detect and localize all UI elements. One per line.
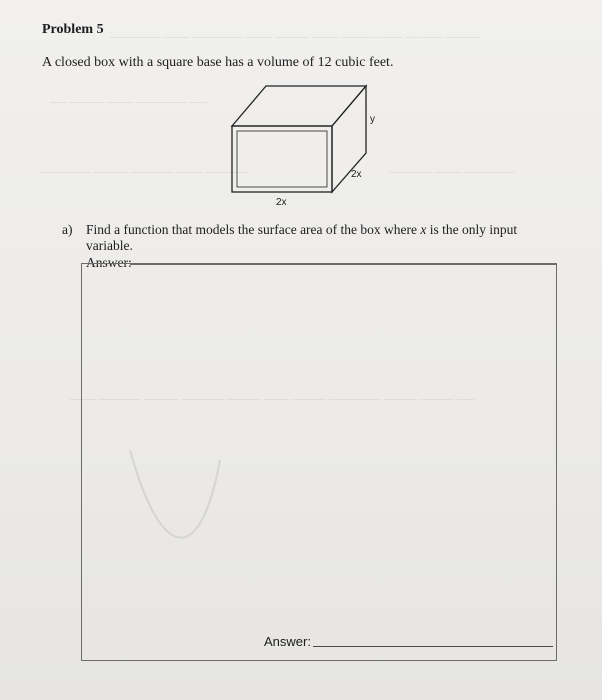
problem-title: Problem 5	[42, 22, 104, 37]
width-label: 2x	[276, 197, 287, 208]
box-diagram	[220, 78, 400, 213]
bleed-through-graph	[120, 440, 280, 580]
box-front-inner	[237, 131, 327, 187]
answer-line-2[interactable]	[313, 646, 553, 647]
box-front-face	[232, 126, 332, 192]
answer-label-2: Answer:	[264, 634, 311, 649]
bleed-through-text: ────── ──── ───── ─── ─────	[40, 165, 248, 179]
box-top-face	[232, 86, 366, 126]
answer-rule	[130, 264, 556, 265]
box-diagram-svg	[220, 78, 400, 213]
bleed-through-text: ────── ─── ────── ─── ──── ─── ──── ─── ─ ─── ────	[110, 30, 481, 44]
bleed-through-text: ── ──── ─── ────── ──	[50, 95, 207, 109]
question-a-text: Find a function that models the surface area of the box where x is the only input variable.	[86, 222, 518, 253]
depth-label: 2x	[351, 169, 362, 180]
problem-statement: A closed box with a square base has a volume of 12 cubic feet.	[42, 55, 394, 70]
answer-label: Answer:	[86, 255, 132, 270]
height-label: y	[370, 114, 375, 125]
bleed-through-text: ─── ───── ──── ───── ──── ─── ──── ────── ──── ──── ──	[70, 392, 475, 406]
bleed-through-text: ───── ─── ──────	[390, 165, 516, 179]
question-a-label: a)	[62, 222, 73, 237]
